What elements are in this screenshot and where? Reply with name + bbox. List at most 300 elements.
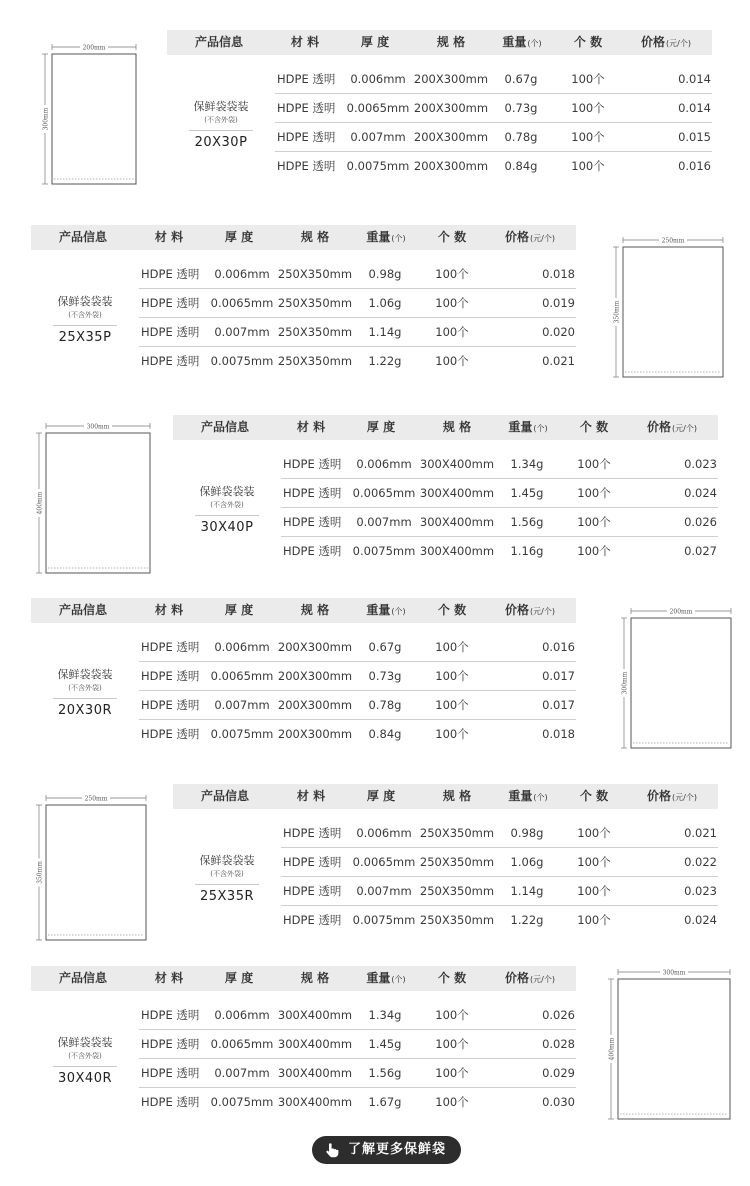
product-note: (不含外袋): [210, 501, 244, 509]
bag-width-label: 250mm: [661, 237, 685, 245]
cell-weight: 1.45g: [510, 486, 544, 500]
cell-spec: 300X400mm: [419, 486, 495, 500]
product-code: 20X30P: [194, 135, 248, 150]
product-block: [0, 225, 750, 415]
bag-size-diagram: [36, 795, 148, 942]
header-material-label: 材 料: [154, 971, 184, 985]
header-price-label: 价格: [647, 789, 672, 803]
bag-width-label: 200mm: [82, 44, 106, 52]
cell-thickness: 0.0065mm: [352, 486, 416, 500]
product-block: [0, 30, 750, 220]
cell-material: HDPE 透明: [141, 727, 200, 741]
header-price: [485, 966, 575, 991]
cell-material: HDPE 透明: [141, 1095, 200, 1109]
cell-material: HDPE 透明: [277, 159, 336, 173]
table-row: [139, 691, 576, 720]
header-info: [180, 415, 270, 440]
cell-count: 100个: [435, 640, 469, 654]
bag-height-label: 300mm: [621, 671, 629, 695]
cell-material: HDPE 透明: [283, 855, 342, 869]
cell-spec: 200X300mm: [277, 727, 353, 741]
cell-count: 100个: [435, 1008, 469, 1022]
cell-spec: 200X300mm: [413, 159, 489, 173]
product-note: (不含外袋): [204, 116, 238, 124]
product-divider: [195, 515, 259, 516]
cell-spec: 300X400mm: [419, 544, 495, 558]
cell-thickness: 0.0065mm: [210, 296, 274, 310]
cell-thickness: 0.006mm: [356, 457, 412, 471]
header-thickness-label: 厚 度: [224, 603, 254, 617]
cell-weight: 0.84g: [368, 727, 402, 741]
table-header: [31, 966, 576, 991]
product-info: [173, 809, 281, 930]
header-weight-unit: (个): [533, 424, 548, 433]
header-price: [627, 784, 717, 809]
header-material-label: 材 料: [154, 230, 184, 244]
header-info-label: 产品信息: [58, 971, 107, 985]
cell-weight: 1.06g: [510, 855, 544, 869]
cell-thickness: 0.0065mm: [210, 669, 274, 683]
hand-pointer-icon: [320, 1139, 342, 1161]
spec-table: [173, 784, 718, 932]
header-spec-label: 规 格: [436, 35, 466, 49]
header-info-label: 产品信息: [200, 420, 249, 434]
cell-material: HDPE 透明: [283, 884, 342, 898]
bag-size-diagram: [621, 608, 733, 750]
cell-spec: 200X300mm: [277, 640, 353, 654]
product-divider: [53, 1066, 117, 1067]
cell-weight: 1.16g: [510, 544, 544, 558]
product-code: 25X35P: [58, 330, 112, 345]
spec-table: [31, 225, 576, 373]
cell-material: HDPE 透明: [277, 101, 336, 115]
table-row: [139, 289, 576, 318]
cell-count: 100个: [571, 101, 605, 115]
cell-count: 100个: [435, 727, 469, 741]
header-info-label: 产品信息: [194, 35, 243, 49]
header-spec-label: 规 格: [300, 603, 330, 617]
bag-outline: [618, 979, 730, 1119]
cell-price: 0.023: [684, 457, 717, 471]
cell-count: 100个: [435, 354, 469, 368]
bag-width-label: 200mm: [669, 608, 693, 616]
cell-weight: 0.98g: [510, 826, 544, 840]
cell-spec: 200X300mm: [413, 72, 489, 86]
bag-outline-drawing: [608, 969, 732, 1121]
header-count-label: 个 数: [437, 603, 467, 617]
table-row: [139, 720, 576, 749]
product-divider: [189, 130, 253, 131]
bag-outline: [52, 54, 136, 184]
header-count: [543, 30, 633, 55]
cell-thickness: 0.0065mm: [210, 1037, 274, 1051]
header-price-label: 价格: [505, 603, 530, 617]
cell-count: 100个: [577, 544, 611, 558]
cell-price: 0.017: [542, 698, 575, 712]
bag-width-label: 300mm: [662, 969, 686, 977]
cell-material: HDPE 透明: [141, 1008, 200, 1022]
cell-material: HDPE 透明: [277, 130, 336, 144]
cell-spec: 300X400mm: [277, 1066, 353, 1080]
cell-spec: 250X350mm: [419, 826, 495, 840]
cell-weight: 0.73g: [368, 669, 402, 683]
product-divider: [53, 325, 117, 326]
header-count-label: 个 数: [579, 420, 609, 434]
cell-material: HDPE 透明: [283, 544, 342, 558]
header-count-label: 个 数: [437, 971, 467, 985]
header-spec-label: 规 格: [442, 420, 472, 434]
cell-price: 0.022: [684, 855, 717, 869]
header-weight-unit: (个): [533, 793, 548, 802]
cell-material: HDPE 透明: [283, 457, 342, 471]
cell-price: 0.024: [684, 486, 717, 500]
header-weight-label: 重量: [508, 420, 533, 434]
header-spec-label: 规 格: [442, 789, 472, 803]
cell-weight: 0.78g: [504, 130, 538, 144]
header-weight-unit: (个): [391, 975, 406, 984]
cell-price: 0.026: [542, 1008, 575, 1022]
cell-spec: 200X300mm: [413, 130, 489, 144]
table-row: [281, 906, 718, 935]
cell-price: 0.027: [684, 544, 717, 558]
table-row: [139, 1088, 576, 1117]
product-divider: [53, 698, 117, 699]
cell-weight: 0.73g: [504, 101, 538, 115]
header-material-label: 材 料: [290, 35, 320, 49]
cell-thickness: 0.006mm: [350, 72, 406, 86]
table-header: [173, 415, 718, 440]
product-name: 保鲜袋袋装: [57, 668, 113, 681]
cell-thickness: 0.007mm: [350, 130, 406, 144]
bag-outline-drawing: [613, 237, 725, 379]
header-spec-label: 规 格: [300, 971, 330, 985]
product-note: (不含外袋): [68, 684, 102, 692]
cell-price: 0.015: [678, 130, 711, 144]
cell-material: HDPE 透明: [141, 267, 200, 281]
cell-weight: 1.14g: [510, 884, 544, 898]
product-note: (不含外袋): [68, 1052, 102, 1060]
product-divider: [195, 884, 259, 885]
cell-price: 0.030: [542, 1095, 575, 1109]
header-price-label: 价格: [505, 971, 530, 985]
table-header: [167, 30, 712, 55]
cell-material: HDPE 透明: [283, 826, 342, 840]
cell-price: 0.021: [684, 826, 717, 840]
bag-height-label: 350mm: [613, 300, 621, 324]
cell-material: HDPE 透明: [141, 669, 200, 683]
header-weight-unit: (个): [391, 234, 406, 243]
cell-count: 100个: [435, 267, 469, 281]
header-price-unit: (元/个): [672, 793, 697, 802]
header-price-unit: (元/个): [672, 424, 697, 433]
cell-thickness: 0.007mm: [214, 698, 270, 712]
bag-outline-drawing: [621, 608, 733, 750]
header-price-unit: (元/个): [666, 39, 691, 48]
cell-weight: 1.67g: [368, 1095, 402, 1109]
cell-material: HDPE 透明: [277, 72, 336, 86]
header-info: [180, 784, 270, 809]
cell-spec: 250X350mm: [419, 855, 495, 869]
cell-count: 100个: [435, 1066, 469, 1080]
cell-weight: 1.34g: [368, 1008, 402, 1022]
cell-material: HDPE 透明: [283, 515, 342, 529]
cell-price: 0.021: [542, 354, 575, 368]
header-weight-label: 重量: [366, 230, 391, 244]
product-code: 20X30R: [57, 703, 113, 718]
spec-table: [31, 598, 576, 746]
product-block: [0, 415, 750, 605]
product-name: 保鲜袋袋装: [57, 1036, 113, 1049]
table-row: [281, 508, 718, 537]
cell-thickness: 0.0075mm: [210, 727, 274, 741]
spec-table: [31, 966, 576, 1114]
header-price-label: 价格: [505, 230, 530, 244]
product-info: [167, 55, 275, 176]
header-info-label: 产品信息: [58, 603, 107, 617]
cell-price: 0.019: [542, 296, 575, 310]
table-row: [139, 633, 576, 662]
cell-count: 100个: [435, 1037, 469, 1051]
header-spec-label: 规 格: [300, 230, 330, 244]
table-row: [275, 94, 712, 123]
cell-material: HDPE 透明: [141, 698, 200, 712]
cell-count: 100个: [577, 515, 611, 529]
header-count: [549, 415, 639, 440]
header-price-label: 价格: [641, 35, 666, 49]
cell-thickness: 0.006mm: [214, 640, 270, 654]
cell-spec: 250X350mm: [277, 267, 353, 281]
table-row: [139, 318, 576, 347]
cell-weight: 0.67g: [368, 640, 402, 654]
cell-weight: 0.98g: [368, 267, 402, 281]
bag-outline-drawing: [36, 423, 152, 575]
table-row: [139, 347, 576, 376]
cell-count: 100个: [571, 159, 605, 173]
product-info: [173, 440, 281, 561]
product-info: [31, 623, 139, 744]
bag-size-diagram: [42, 44, 138, 186]
bag-outline-drawing: [36, 795, 148, 942]
cell-price: 0.023: [684, 884, 717, 898]
header-price: [627, 415, 717, 440]
cell-spec: 300X400mm: [277, 1037, 353, 1051]
cell-count: 100个: [435, 669, 469, 683]
cell-count: 100个: [571, 72, 605, 86]
cell-price: 0.020: [542, 325, 575, 339]
table-row: [281, 819, 718, 848]
cell-thickness: 0.007mm: [356, 884, 412, 898]
header-price-unit: (元/个): [530, 607, 555, 616]
table-header: [173, 784, 718, 809]
cell-thickness: 0.007mm: [356, 515, 412, 529]
header-info: [38, 966, 128, 991]
cell-spec: 200X300mm: [277, 669, 353, 683]
cell-weight: 0.67g: [504, 72, 538, 86]
cell-thickness: 0.006mm: [214, 1008, 270, 1022]
bag-outline: [46, 433, 150, 573]
cell-spec: 200X300mm: [413, 101, 489, 115]
cell-weight: 1.22g: [510, 913, 544, 927]
cell-thickness: 0.007mm: [214, 325, 270, 339]
header-price-label: 价格: [647, 420, 672, 434]
table-row: [139, 260, 576, 289]
cell-weight: 0.84g: [504, 159, 538, 173]
product-block: [0, 598, 750, 788]
header-thickness-label: 厚 度: [366, 420, 396, 434]
cell-weight: 0.78g: [368, 698, 402, 712]
bag-width-label: 250mm: [84, 795, 108, 803]
spec-table: [173, 415, 718, 563]
table-row: [281, 479, 718, 508]
header-count: [407, 598, 497, 623]
header-price-unit: (元/个): [530, 975, 555, 984]
more-bags-label: 了解更多保鲜袋: [348, 1142, 447, 1157]
cell-material: HDPE 透明: [283, 486, 342, 500]
header-material-label: 材 料: [296, 789, 326, 803]
cell-count: 100个: [571, 130, 605, 144]
cell-weight: 1.06g: [368, 296, 402, 310]
header-weight-label: 重量: [366, 971, 391, 985]
table-row: [139, 662, 576, 691]
header-info: [174, 30, 264, 55]
header-count: [549, 784, 639, 809]
cell-thickness: 0.0075mm: [210, 354, 274, 368]
table-row: [275, 123, 712, 152]
table-row: [139, 1059, 576, 1088]
cell-weight: 1.14g: [368, 325, 402, 339]
cell-price: 0.016: [542, 640, 575, 654]
table-row: [275, 152, 712, 181]
table-row: [275, 65, 712, 94]
bag-width-label: 300mm: [86, 423, 110, 431]
cell-price: 0.024: [684, 913, 717, 927]
header-thickness-label: 厚 度: [224, 971, 254, 985]
cell-count: 100个: [435, 1095, 469, 1109]
cell-price: 0.014: [678, 101, 711, 115]
cell-weight: 1.22g: [368, 354, 402, 368]
bag-height-label: 300mm: [42, 107, 50, 131]
cell-thickness: 0.0065mm: [352, 855, 416, 869]
cell-price: 0.029: [542, 1066, 575, 1080]
cell-weight: 1.56g: [510, 515, 544, 529]
table-header: [31, 225, 576, 250]
product-name: 保鲜袋袋装: [57, 295, 113, 308]
bag-size-diagram: [608, 969, 732, 1121]
bag-outline-drawing: [42, 44, 138, 186]
cell-spec: 250X350mm: [419, 913, 495, 927]
header-weight-unit: (个): [527, 39, 542, 48]
cell-count: 100个: [435, 296, 469, 310]
cell-thickness: 0.0075mm: [346, 159, 410, 173]
cell-thickness: 0.006mm: [356, 826, 412, 840]
cell-count: 100个: [577, 913, 611, 927]
header-weight-unit: (个): [391, 607, 406, 616]
bag-height-label: 400mm: [608, 1037, 616, 1061]
header-price: [621, 30, 711, 55]
cell-price: 0.028: [542, 1037, 575, 1051]
cell-spec: 300X400mm: [277, 1008, 353, 1022]
product-code: 30X40R: [57, 1071, 113, 1086]
table-row: [139, 1001, 576, 1030]
product-block: [0, 966, 750, 1156]
cell-count: 100个: [577, 826, 611, 840]
cell-thickness: 0.0065mm: [346, 101, 410, 115]
header-count: [407, 225, 497, 250]
cell-count: 100个: [435, 325, 469, 339]
cell-count: 100个: [577, 486, 611, 500]
cell-thickness: 0.006mm: [214, 267, 270, 281]
bag-outline: [631, 618, 731, 748]
header-weight-label: 重量: [508, 789, 533, 803]
cell-thickness: 0.0075mm: [352, 544, 416, 558]
header-info-label: 产品信息: [58, 230, 107, 244]
header-thickness-label: 厚 度: [366, 789, 396, 803]
product-name: 保鲜袋袋装: [193, 100, 249, 113]
cell-spec: 300X400mm: [419, 515, 495, 529]
product-note: (不含外袋): [210, 870, 244, 878]
cell-price: 0.018: [542, 267, 575, 281]
header-price-unit: (元/个): [530, 234, 555, 243]
cell-weight: 1.56g: [368, 1066, 402, 1080]
cell-material: HDPE 透明: [283, 913, 342, 927]
header-thickness-label: 厚 度: [224, 230, 254, 244]
cell-price: 0.018: [542, 727, 575, 741]
header-weight-label: 重量: [366, 603, 391, 617]
header-count-label: 个 数: [579, 789, 609, 803]
cell-price: 0.017: [542, 669, 575, 683]
header-info-label: 产品信息: [200, 789, 249, 803]
cell-thickness: 0.0075mm: [210, 1095, 274, 1109]
bag-size-diagram: [613, 237, 725, 379]
product-block: [0, 784, 750, 974]
more-bags-button[interactable]: [312, 1136, 461, 1164]
table-row: [281, 848, 718, 877]
product-info: [31, 991, 139, 1112]
header-thickness-label: 厚 度: [360, 35, 390, 49]
cell-material: HDPE 透明: [141, 1066, 200, 1080]
header-info: [38, 225, 128, 250]
product-note: (不含外袋): [68, 311, 102, 319]
bag-height-label: 400mm: [36, 491, 44, 515]
cell-spec: 250X350mm: [277, 354, 353, 368]
spec-table: [167, 30, 712, 178]
cell-material: HDPE 透明: [141, 354, 200, 368]
table-header: [31, 598, 576, 623]
cell-price: 0.016: [678, 159, 711, 173]
bag-height-label: 350mm: [36, 861, 44, 884]
cell-weight: 1.45g: [368, 1037, 402, 1051]
cell-count: 100个: [435, 698, 469, 712]
table-row: [281, 450, 718, 479]
header-price: [485, 598, 575, 623]
product-info: [31, 250, 139, 371]
header-info: [38, 598, 128, 623]
cell-material: HDPE 透明: [141, 296, 200, 310]
product-name: 保鲜袋袋装: [199, 854, 255, 867]
header-material-label: 材 料: [296, 420, 326, 434]
bag-outline: [623, 247, 723, 377]
table-row: [139, 1030, 576, 1059]
bag-outline: [46, 805, 146, 940]
cell-material: HDPE 透明: [141, 1037, 200, 1051]
cell-spec: 250X350mm: [277, 296, 353, 310]
cell-count: 100个: [577, 855, 611, 869]
cell-material: HDPE 透明: [141, 325, 200, 339]
product-name: 保鲜袋袋装: [199, 485, 255, 498]
cell-material: HDPE 透明: [141, 640, 200, 654]
cell-price: 0.014: [678, 72, 711, 86]
header-count-label: 个 数: [573, 35, 603, 49]
